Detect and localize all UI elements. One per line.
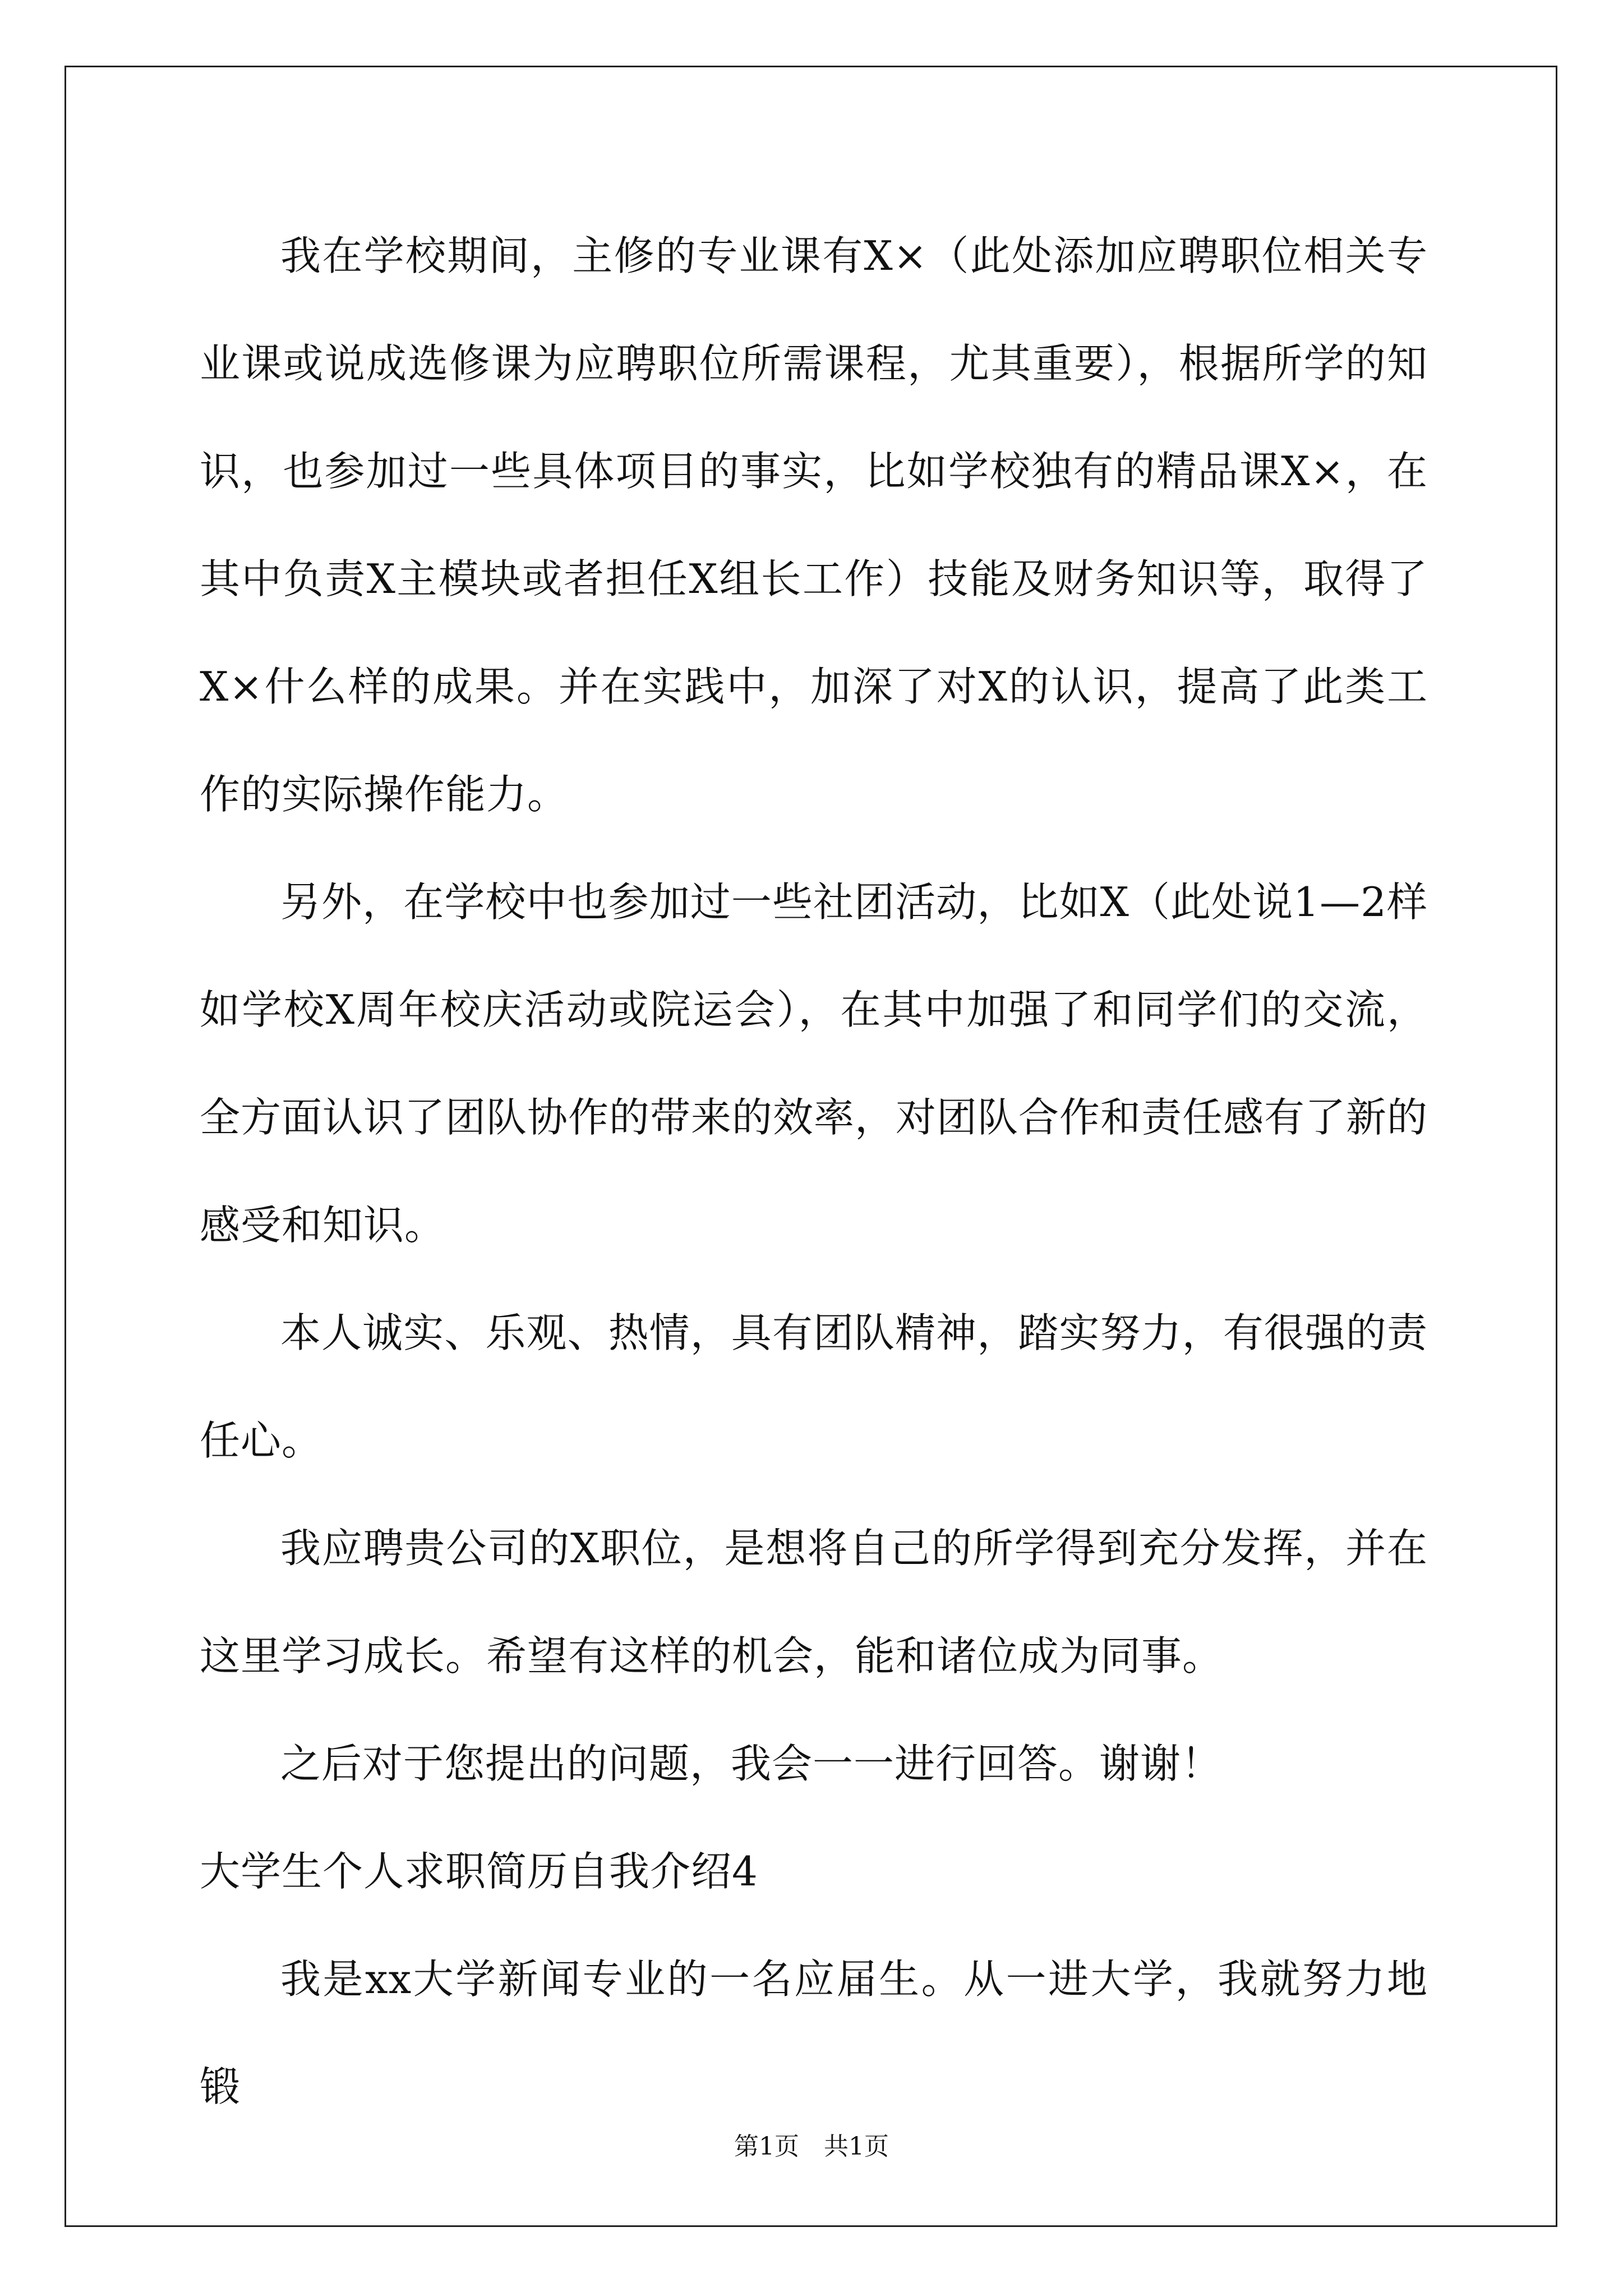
page-footer: 第1页 共1页 [734,2132,889,2161]
paragraph-activities: 另外，在学校中也参加过一些社团活动，比如X（此处说1—2样如学校X周年校庆活动或院运会），在其中加强了和同学们的交流，全方面认识了团队协作的带来的效率，对团队合作和责任感有了新的感受和知识。 [200,878,1428,1249]
paragraph-motivation: 我应聘贵公司的X职位，是想将自己的所学得到充分发挥，并在这里学习成长。希望有这样的机会，能和诸位成为同事。 [200,1525,1428,1680]
document-body [200,202,1428,2141]
paragraph-closing: 之后对于您提出的问题，我会一一进行回答。谢谢！ [280,1740,1223,1787]
section-title: 大学生个人求职简历自我介绍4 [200,1848,758,1895]
paragraph-courses: 我在学校期间，主修的专业课有X×（此处添加应聘职位相关专业课或说成选修课为应聘职位所需课程，尤其重要），根据所学的知识，也参加过一些具体项目的事实，比如学校独有的精品课X×，在其中负责X主模块或者担任X组长工作）技能及财务知识等，取得了X×什么样的成果。并在实践中，加深了对X的认识，提高了此类工作的实际操作能力。 [200,232,1428,818]
paragraph-intro-4: 我是xx大学新闻专业的一名应届生。从一进大学，我就努力地锻 [200,1955,1428,2110]
paragraph-personality: 本人诚实、乐观、热情，具有团队精神，踏实努力，有很强的责任心。 [200,1309,1428,1464]
